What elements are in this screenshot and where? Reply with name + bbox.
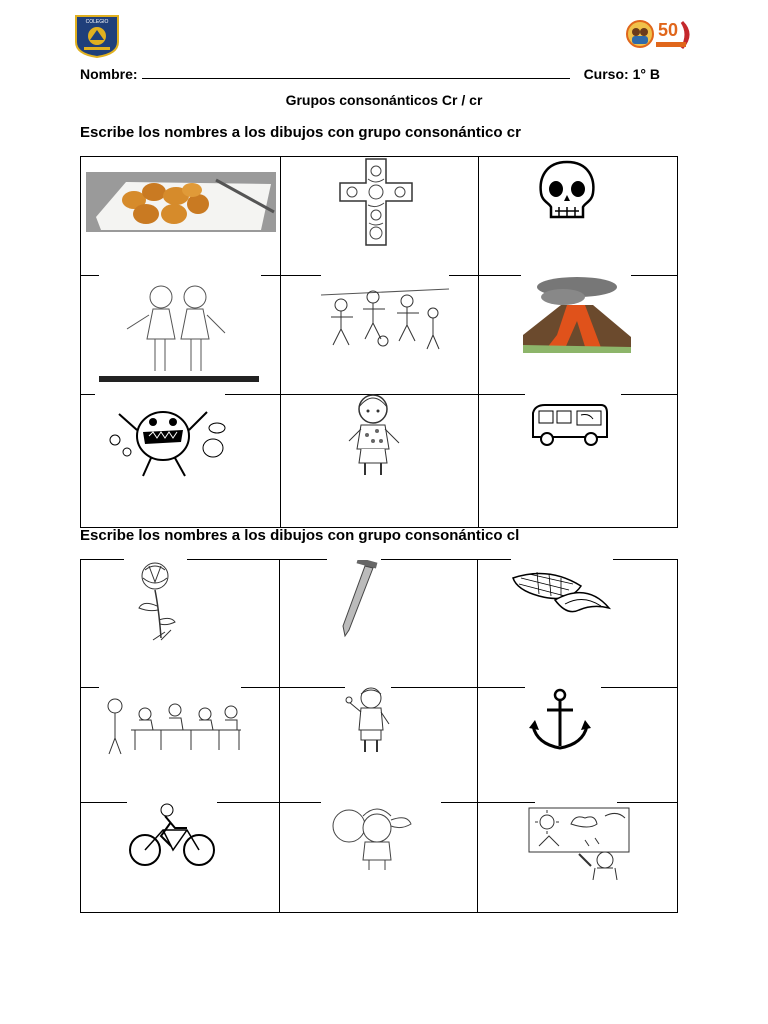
cr-image-grid <box>80 156 678 528</box>
boy-waving-image <box>345 686 395 756</box>
anniversary-logo <box>624 14 700 56</box>
name-label: Nombre: <box>80 66 138 82</box>
classroom-image <box>101 690 245 760</box>
monster-image <box>101 400 231 482</box>
cyclist-image <box>127 800 219 870</box>
instruction-cr: Escribe los nombres a los dibujos con grupo consonántico cr <box>80 124 521 141</box>
nail-image <box>335 560 381 640</box>
school-logo <box>74 14 120 58</box>
instruction-cl: Escribe los nombres a los dibujos con grupo consonántico cl <box>80 527 520 544</box>
page-title: Grupos consonánticos Cr / cr <box>285 92 483 108</box>
cross-image <box>336 157 416 247</box>
weather-drawing-image <box>525 806 635 880</box>
bubblegum-girl-image <box>321 802 441 872</box>
anniversary-number: 50 <box>658 20 679 40</box>
skull-image <box>527 159 607 223</box>
logo-text: COLEGIO <box>85 19 109 25</box>
name-input-line[interactable] <box>142 64 570 79</box>
children-playing-image <box>319 275 451 355</box>
corn-image <box>509 564 613 624</box>
girl-image <box>337 393 409 477</box>
croquetas-image <box>86 172 276 232</box>
cl-image-grid <box>80 560 678 913</box>
name-row <box>80 60 680 82</box>
whisper-image <box>99 279 259 384</box>
course-label: Curso: 1° B <box>583 66 660 82</box>
volcano-image <box>523 275 631 353</box>
anchor-image <box>527 688 593 754</box>
bus-image <box>529 403 609 449</box>
carnation-image <box>125 560 187 646</box>
